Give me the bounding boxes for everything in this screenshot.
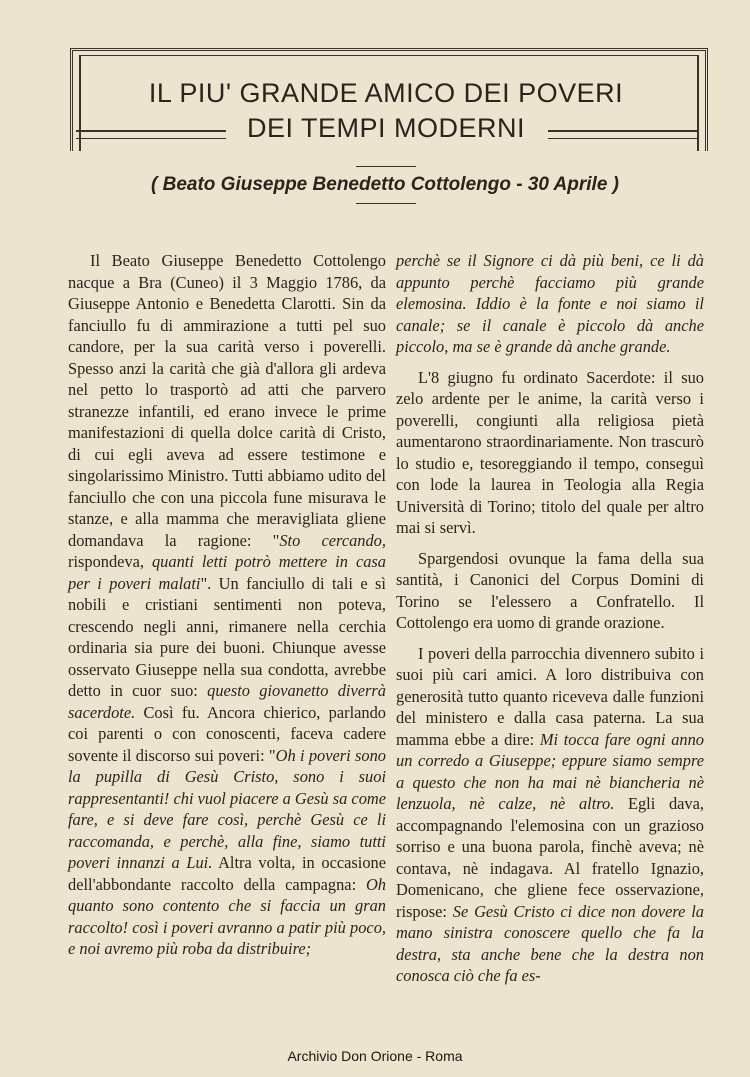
subtitle: ( Beato Giuseppe Benedetto Cottolengo - 30 Aprile ) bbox=[151, 174, 619, 195]
title-line-2: DEI TEMPI MODERNI bbox=[246, 113, 526, 143]
paragraph: perchè se il Signore ci dà più beni, ce li dà appunto perchè facciamo più grande elemosina. Iddio è la fonte e noi siamo il canale; se il canale è piccolo dà anche piccolo, ma se è grande dà anche grande. bbox=[396, 251, 704, 356]
paragraph: Spargendosi ovunque la fama della sua santità, i Canonici del Corpus Domini di Torino se l'elessero a Confratello. Il Cottolengo era uomo di grande orazione. bbox=[396, 548, 704, 632]
paragraph: L'8 giugno fu ordinato Sacerdote: il suo zelo ardente per le anime, la carità verso i poverelli, congiunti alla religiosa pietà aumentarono straordinariamente. Non trascurò lo studio e, tesoreggiando il tempo, conseguì con lode la laurea in Teologia alla Regia Università di Torino; titolo del quale per altro mai si servì. bbox=[396, 367, 704, 537]
subtitle-rule-top bbox=[356, 166, 416, 167]
archive-footer: Archivio Don Orione - Roma bbox=[287, 1048, 463, 1064]
title-line-1: IL PIU' GRANDE AMICO DEI POVERI bbox=[148, 78, 624, 108]
left-column bbox=[68, 250, 386, 969]
subtitle-rule-bottom bbox=[356, 203, 416, 204]
right-column bbox=[396, 250, 704, 996]
paragraph: Il Beato Giuseppe Benedetto Cottolengo nacque a Bra (Cuneo) il 3 Maggio 1786, da Giuseppe Antonio e Benedetta Clarotti. Sin da fanciullo fu di ammirazione a tutti pel suo candore, per la sua carità verso i poverelli. Spesso anzi la carità che già d'allora gli ardeva nel petto lo trasportò ad atti che parvero stranezze infantili, ed erano invece le prime manifestazioni di quella dolce carità di Cristo, di cui egli aveva ad essere testimone e singolarissimo Ministro. Tutti abbiamo udito del fanciullo che con una piccola fune misurava le stanze, e alla mamma che meravigliata gliene domandava la ragione: "Sto cercando, rispondeva, quanti letti potrò mettere in casa per i poveri malati". Un fanciullo di tali e sì nobili e cristiani sentimenti non poteva, crescendo negli anni, rimanere nella cerchia ordinaria sia pure dei buoni. Chiunque avesse osservato Giuseppe nella sua condotta, avrebbe detto in cuor suo: questo giovanetto diverrà sacerdote. Così fu. Ancora chierico, parlando coi parenti o con conoscenti, faceva cadere sovente il discorso sui poveri: "Oh i poveri sono la pupilla di Gesù Cristo, sono i suoi rappresentanti! chi vuol piacere a Gesù sa come fare, e si deve fare così, perchè Gesù ce li raccomanda, e perchè, alla fine, siamo tutti poveri innanzi a Lui. Altra volta, in occasione dell'abbondante raccolto della campagna: Oh quanto sono contento che si faccia un gran raccolto! così i poveri avranno a patir più poco, e noi avremo più roba da distribuire; bbox=[68, 251, 386, 958]
paragraph: I poveri della parrocchia divennero subito i suoi più cari amici. A loro distribuiva con generosità tutto quanto riceveva dalle funzioni del ministero e dalla casa paterna. La sua mamma ebbe a dire: Mi tocca fare ogni anno un corredo a Giuseppe; eppure siamo sempre a questo che non ha mai nè biancheria nè lenzuola, nè calze, nè altro. Egli dava, accompagnando l'elemosina con un grazioso sorriso e una buona parola, finchè aveva; nè contava, nè indagava. Al fratello Ignazio, Domenicano, che gliene fece osservazione, rispose: Se Gesù Cristo ci dice non dovere la mano sinistra conoscere quello che fa la destra, sta anche bene che la destra non conosca ciò che fa es- bbox=[396, 643, 704, 985]
title-rule-right bbox=[548, 130, 698, 139]
